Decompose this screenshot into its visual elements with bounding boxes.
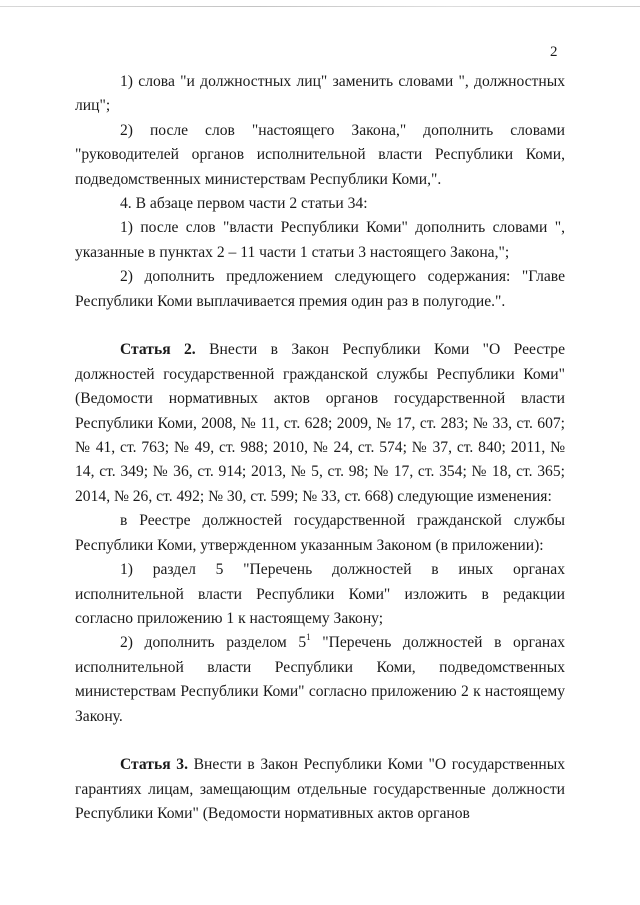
document-body [75,70,565,827]
paragraph-section-5-1 [75,631,565,729]
paragraph-text: 2) после слов "настоящего Закона," дополнить словами "руководителей органов исполнительной власти Республики Коми, подведомственных министерствам Республики Коми,". [75,121,565,188]
paragraph-text: Внести в Закон Республики Коми "О государственных гарантиях лицам, замещающим отдельные государственные должности Республики Коми" (Ведомости нормативных актов органов [75,756,565,823]
article-heading: Статья 2. [120,341,196,359]
paragraph-text: 4. В абзаце первом части 2 статьи 34: [120,195,368,213]
paragraph-text: в Реестре должностей государственной гражданской службы Республики Коми, утвержденном указанным Законом (в приложении): [75,512,565,554]
paragraph-text: 2) дополнить предложением следующего содержания: "Главе Республики Коми выплачивается премия один раз в полугодие.". [75,268,565,310]
superscript: 1 [306,632,311,643]
article-heading: Статья 3. [120,756,188,774]
paragraph-text: "Перечень должностей в органах исполнительной власти Республики Коми, подведомственных министерствам Республики Коми" согласно приложению 2 к настоящему Закону. [75,634,565,725]
paragraph-section-5 [75,558,565,631]
paragraph-item-4-2 [75,265,565,314]
paragraph-text: Внести в Закон Республики Коми "О Реестре должностей государственной гражданской службы Республики Коми" (Ведомости нормативных актов органов государственной власти Республики Коми, 2008, № 11, ст. 628; 2009, № 17, ст. 283; № 33, ст. 607; № 41, ст. 763; № 49, ст. 988; 2010, № 24, ст. 574; № 37, ст. 840; 2011, № 14, ст. 349; № 36, ст. 914; 2013, № 5, ст. 98; № 17, ст. 354; № 18, ст. 365; 2014, № 26, ст. 492; № 30, ст. 599; № 33, ст. 668) следующие изменения: [75,341,565,505]
page-number: 2 [550,44,558,60]
paragraph-text: 1) после слов "власти Республики Коми" дополнить словами ", указанные в пунктах 2 – 11 части 1 статьи 3 настоящего Закона,"; [75,219,565,261]
paragraph-registry [75,509,565,558]
paragraph-text: 1) раздел 5 "Перечень должностей в иных органах исполнительной власти Республики Коми" изложить в редакции согласно приложению 1 к настоящему Закону; [75,561,565,627]
article-3 [75,753,565,826]
paragraph-amend-2 [75,119,565,192]
paragraph-item-4-1 [75,216,565,265]
paragraph-item-4 [75,192,565,216]
scan-edge-line [0,6,640,7]
article-2 [75,338,565,509]
paragraph-amend-1 [75,70,565,119]
paragraph-text: 2) дополнить разделом 5 [120,634,307,652]
paragraph-text: 1) слова "и должностных лиц" заменить словами ", должностных лиц"; [75,73,565,115]
